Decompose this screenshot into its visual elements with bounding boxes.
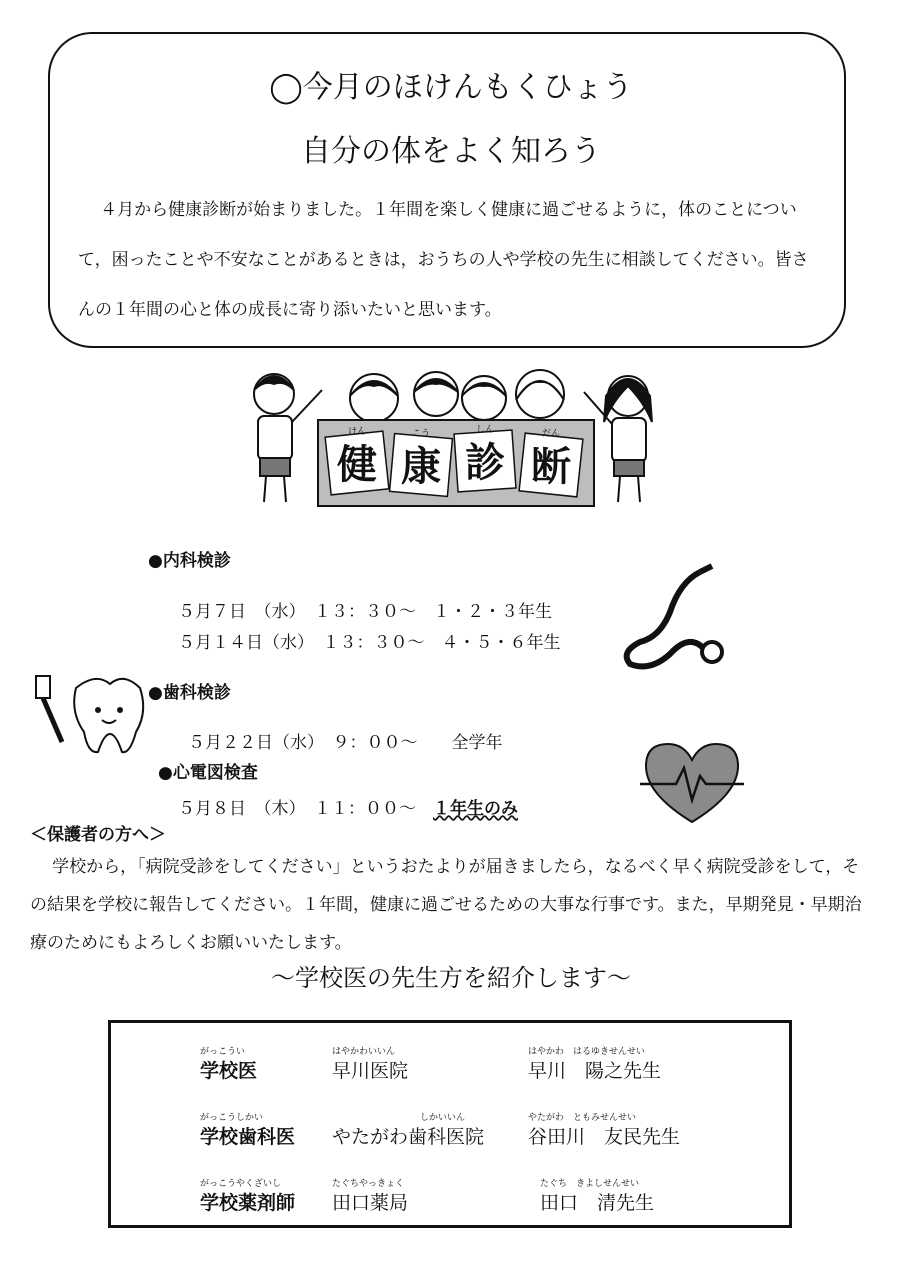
- naika-row-1: ５月７日 （水） １３：３０～ １・２・３年生: [178, 602, 552, 622]
- shika-row-1: ５月２２日（水） ９：００～ 全学年: [188, 733, 503, 753]
- tooth-icon: [26, 672, 150, 758]
- doc-role-ruby: がっこうやくざいし: [200, 1179, 282, 1189]
- health-checkup-illustration: [244, 362, 664, 520]
- goal-paragraph: ４月から健康診断が始まりました。１年間を楽しく健康に過ごせるように，体のことについて，困ったことや不安なことがあるときは，おうちの人や学校の先生に相談してください。皆さんの１年間の心と体の成長に寄り添いたいと思います。: [78, 200, 809, 320]
- doc-name: 早川 陽之先生: [528, 1060, 662, 1082]
- doc-name-ruby: はやかわ はるゆきせんせい: [528, 1047, 646, 1057]
- doc-role: 学校歯科医: [200, 1126, 296, 1148]
- doc-place-ruby: たぐちやっきょく: [332, 1179, 405, 1189]
- goal-subtitle-text: 自分の体をよく知ろう: [301, 134, 601, 169]
- shindenzu-heading: ●心電図検査: [158, 763, 258, 783]
- doc-name-ruby: やたがわ ともみせんせい: [528, 1113, 637, 1123]
- sign-ruby: けん: [347, 427, 367, 437]
- doc-name: 谷田川 友民先生: [528, 1126, 681, 1148]
- goal-title: [0, 62, 902, 106]
- doctors-title: ～学校医の先生方を紹介します～: [271, 964, 631, 992]
- guardian-heading: ＜保護者の方へ＞: [30, 825, 166, 845]
- sign-ruby: こう: [411, 429, 431, 439]
- children-middle-icon: [350, 370, 564, 422]
- doc-place: 田口薬局: [332, 1192, 409, 1214]
- sign-char: 健: [337, 442, 377, 488]
- doc-place-ruby: しかいいん: [420, 1113, 466, 1123]
- doc-name: 田口 清先生: [540, 1192, 655, 1214]
- goal-subtitle: [0, 126, 902, 170]
- goal-title-text: ◯今月のほけんもくひょう: [269, 70, 633, 105]
- stethoscope-icon: [620, 562, 740, 672]
- naika-row-2: ５月１４日（水） １３：３０～ ４・５・６年生: [178, 633, 561, 653]
- sign-ruby: だん: [541, 429, 561, 439]
- doc-place: 早川医院: [332, 1060, 409, 1082]
- heart-icon: [636, 738, 748, 826]
- sign-ruby: しん: [475, 425, 495, 435]
- sign-char: 診: [465, 440, 505, 486]
- sign-char: 断: [531, 444, 571, 490]
- shindenzu-row-1: ５月８日 （木） １１：００～ １年生のみ: [178, 799, 518, 819]
- guardian-paragraph: 学校から，「病院受診をしてください」というおたよりが届きましたら，なるべく早く病院受診をして，その結果を学校に報告してください。１年間，健康に過ごせるための大事な行事です。また，早期発見・早期治療のためにもよろしくお願いいたします。: [30, 857, 862, 953]
- doc-place-ruby: はやかわいいん: [332, 1047, 396, 1057]
- doc-role-ruby: がっこうい: [200, 1047, 246, 1057]
- doc-role: 学校医: [200, 1060, 258, 1082]
- doc-role: 学校薬剤師: [200, 1192, 296, 1214]
- doc-place: やたがわ歯科医院: [332, 1126, 485, 1148]
- doc-role-ruby: がっこうしかい: [200, 1113, 264, 1123]
- child-left-icon: [254, 374, 322, 502]
- sign-char: 康: [401, 444, 441, 490]
- shika-heading: ●歯科検診: [148, 683, 231, 703]
- doc-name-ruby: たぐち きよしせんせい: [540, 1179, 640, 1189]
- naika-heading: ●内科検診: [148, 551, 231, 571]
